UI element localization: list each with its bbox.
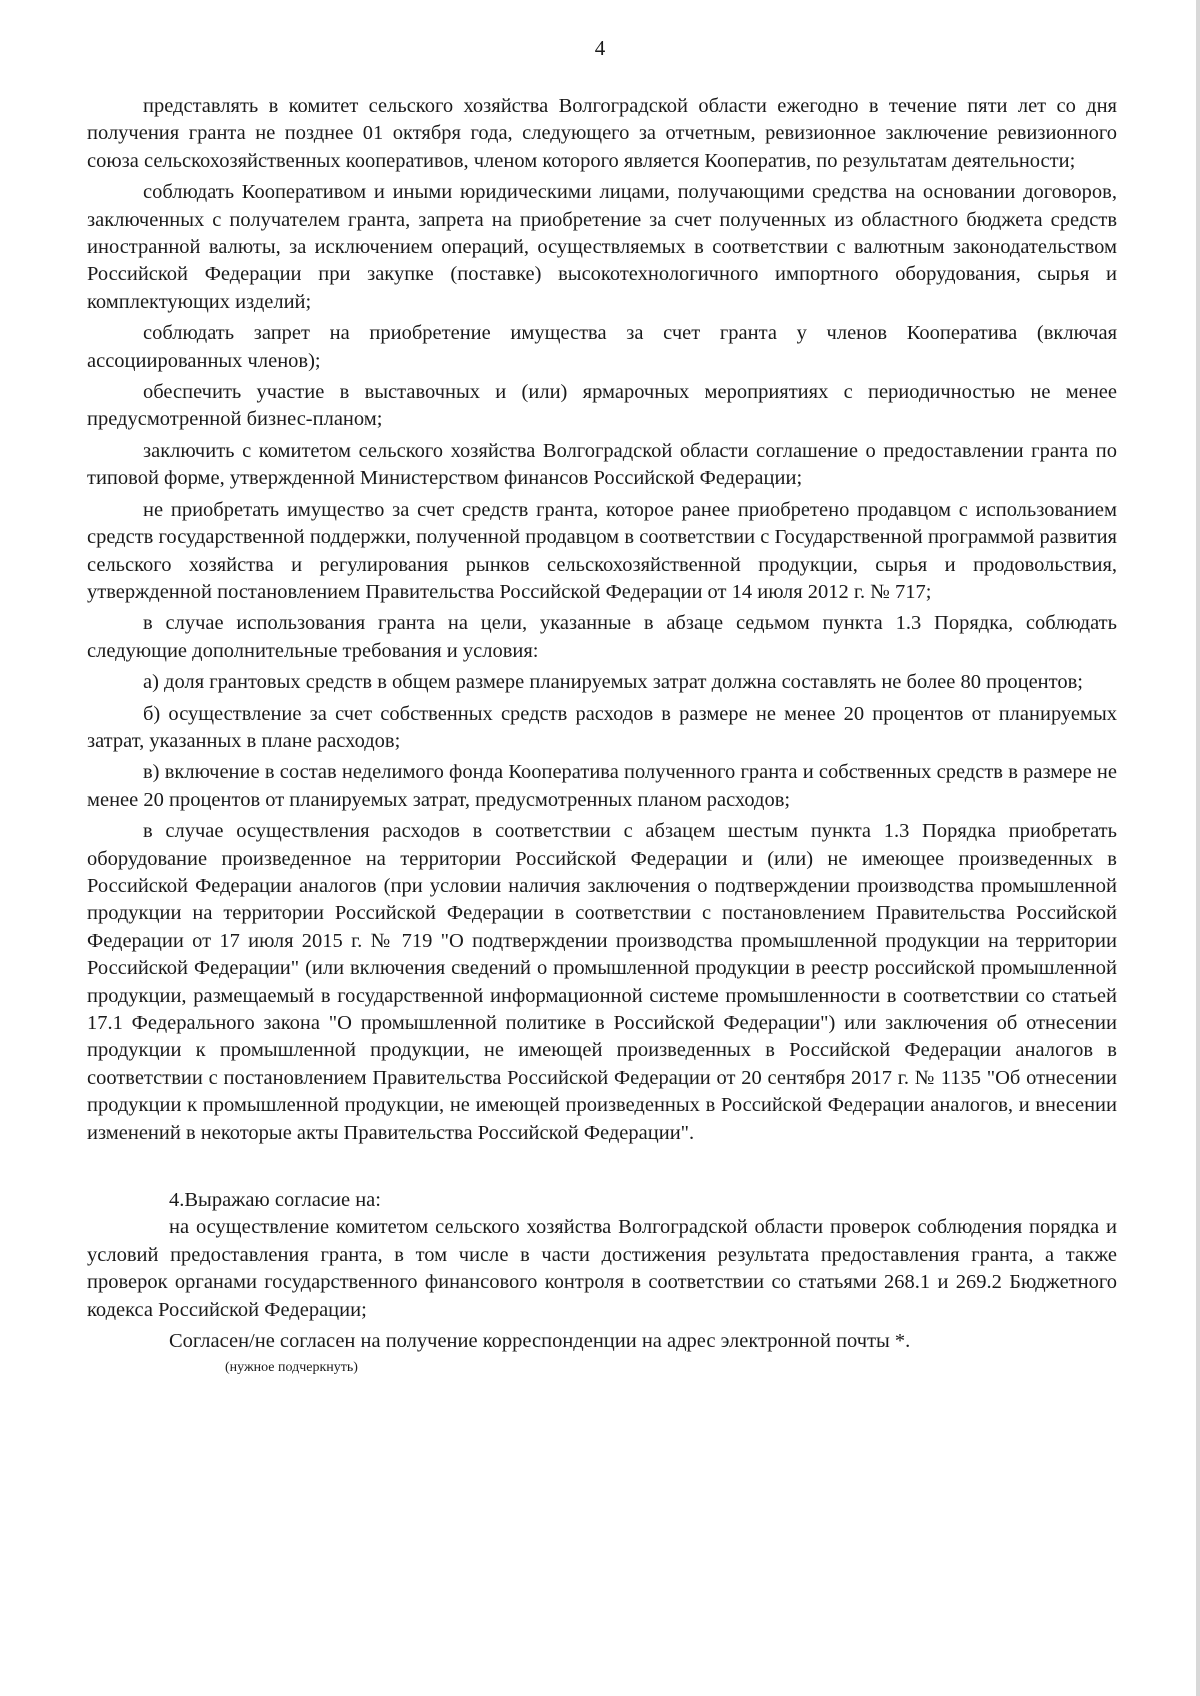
paragraph-agreement: заключить с комитетом сельского хозяйства Волгоградской области соглашение о предоставлении гранта по типовой форме, утвержденной Министерством финансов Российской Федерации;	[87, 439, 1117, 490]
paragraph-inspections-consent: на осуществление комитетом сельского хозяйства Волгоградской области проверок соблюдения порядка и условий предоставления гранта, в том числе в части достижения результата предоставления гранта, а также проверок органами государственного финансового контроля в соответствии со статьями 268.1 и 269.2 Бюджетного кодекса Российской Федерации;	[87, 1216, 1117, 1321]
paragraph-condition-a: а) доля грантовых средств в общем размере планируемых затрат должна составлять не более 80 процентов;	[143, 671, 1083, 694]
paragraph-email-consent: Согласен/не согласен на получение корреспонденции на адрес электронной почты *.	[169, 1330, 911, 1353]
underline-note: (нужное подчеркнуть)	[225, 1360, 358, 1376]
paragraph-currency-ban: соблюдать Кооперативом и иными юридическими лицами, получающими средства на основании договоров, заключенных с получателем гранта, запрета на приобретение за счет полученных из областного бюджета средств иностранной валюты, за исключением операций, осуществляемых в соответствии с валютным законодательством Российской Федерации при закупке (поставке) высокотехнологичного импортного оборудования, сырья и комплектующих изделий;	[87, 181, 1117, 313]
paragraph-equipment-origin: в случае осуществления расходов в соответствии с абзацем шестым пункта 1.3 Порядка приобретать оборудование произведенное на территории Российской Федерации и (или) не имеющее произведенных в Российской Федерации аналогов (при условии наличия заключения о подтверждении производства промышленной продукции на территории Российской Федерации в соответствии с постановлением Правительства Российской Федерации от 17 июля 2015 г. № 719 "О подтверждении производства промышленной продукции на территории Российской Федерации" (или включения сведений о промышленной продукции в реестр российской промышленной продукции, размещаемый в государственной информационной системе промышленности в соответствии со статьей 17.1 Федерального закона "О промышленной политике в Российской Федерации") или заключения об отнесении продукции к промышленной продукции, не имеющей произведенных в Российской Федерации аналогов в соответствии с постановлением Правительства Российской Федерации от 20 сентября 2017 г. № 1135 "Об отнесении продукции к промышленной продукции, не имеющей произведенных в Российской Федерации аналогов, и внесении изменений в некоторые акты Правительства Российской Федерации".	[87, 820, 1117, 1144]
page-number: 4	[594, 36, 606, 60]
paragraph-revision-report: представлять в комитет сельского хозяйства Волгоградской области ежегодно в течение пяти лет со дня получения гранта не позднее 01 октября года, следующего за отчетным, ревизионное заключение ревизионного союза сельскохозяйственных кооперативов, членом которого является Кооператив, по результатам деятельности;	[87, 95, 1117, 172]
paragraph-condition-b: б) осуществление за счет собственных средств расходов в размере не менее 20 процентов от планируемых затрат, указанных в плане расходов;	[87, 702, 1117, 752]
scan-edge	[1196, 0, 1200, 1696]
document-body	[87, 93, 1117, 1381]
section-heading: 4.Выражаю согласие на:	[169, 1189, 381, 1212]
paragraph-member-purchase-ban: соблюдать запрет на приобретение имущества за счет гранта у членов Кооператива (включая ассоциированных членов);	[87, 322, 1117, 372]
paragraph-additional-conditions: в случае использования гранта на цели, указанные в абзаце седьмом пункта 1.3 Порядка, соблюдать следующие дополнительные требования и условия:	[87, 612, 1117, 662]
section-consent	[87, 1187, 1117, 1377]
paragraph-condition-c: в) включение в состав неделимого фонда Кооператива полученного гранта и собственных средств в размере не менее 20 процентов от планируемых затрат, предусмотренных планом расходов;	[87, 761, 1117, 811]
paragraph-seller-support: не приобретать имущество за счет средств гранта, которое ранее приобретено продавцом с использованием средств государственной поддержки, полученной продавцом в соответствии с Государственной программой развития сельского хозяйства и регулирования рынков сельскохозяйственной продукции, сырья и продовольствия, утвержденной постановлением Правительства Российской Федерации от 14 июля 2012 г. № 717;	[87, 498, 1117, 603]
paragraph-exhibitions: обеспечить участие в выставочных и (или) ярмарочных мероприятиях с периодичностью не менее предусмотренной бизнес-планом;	[87, 381, 1117, 431]
